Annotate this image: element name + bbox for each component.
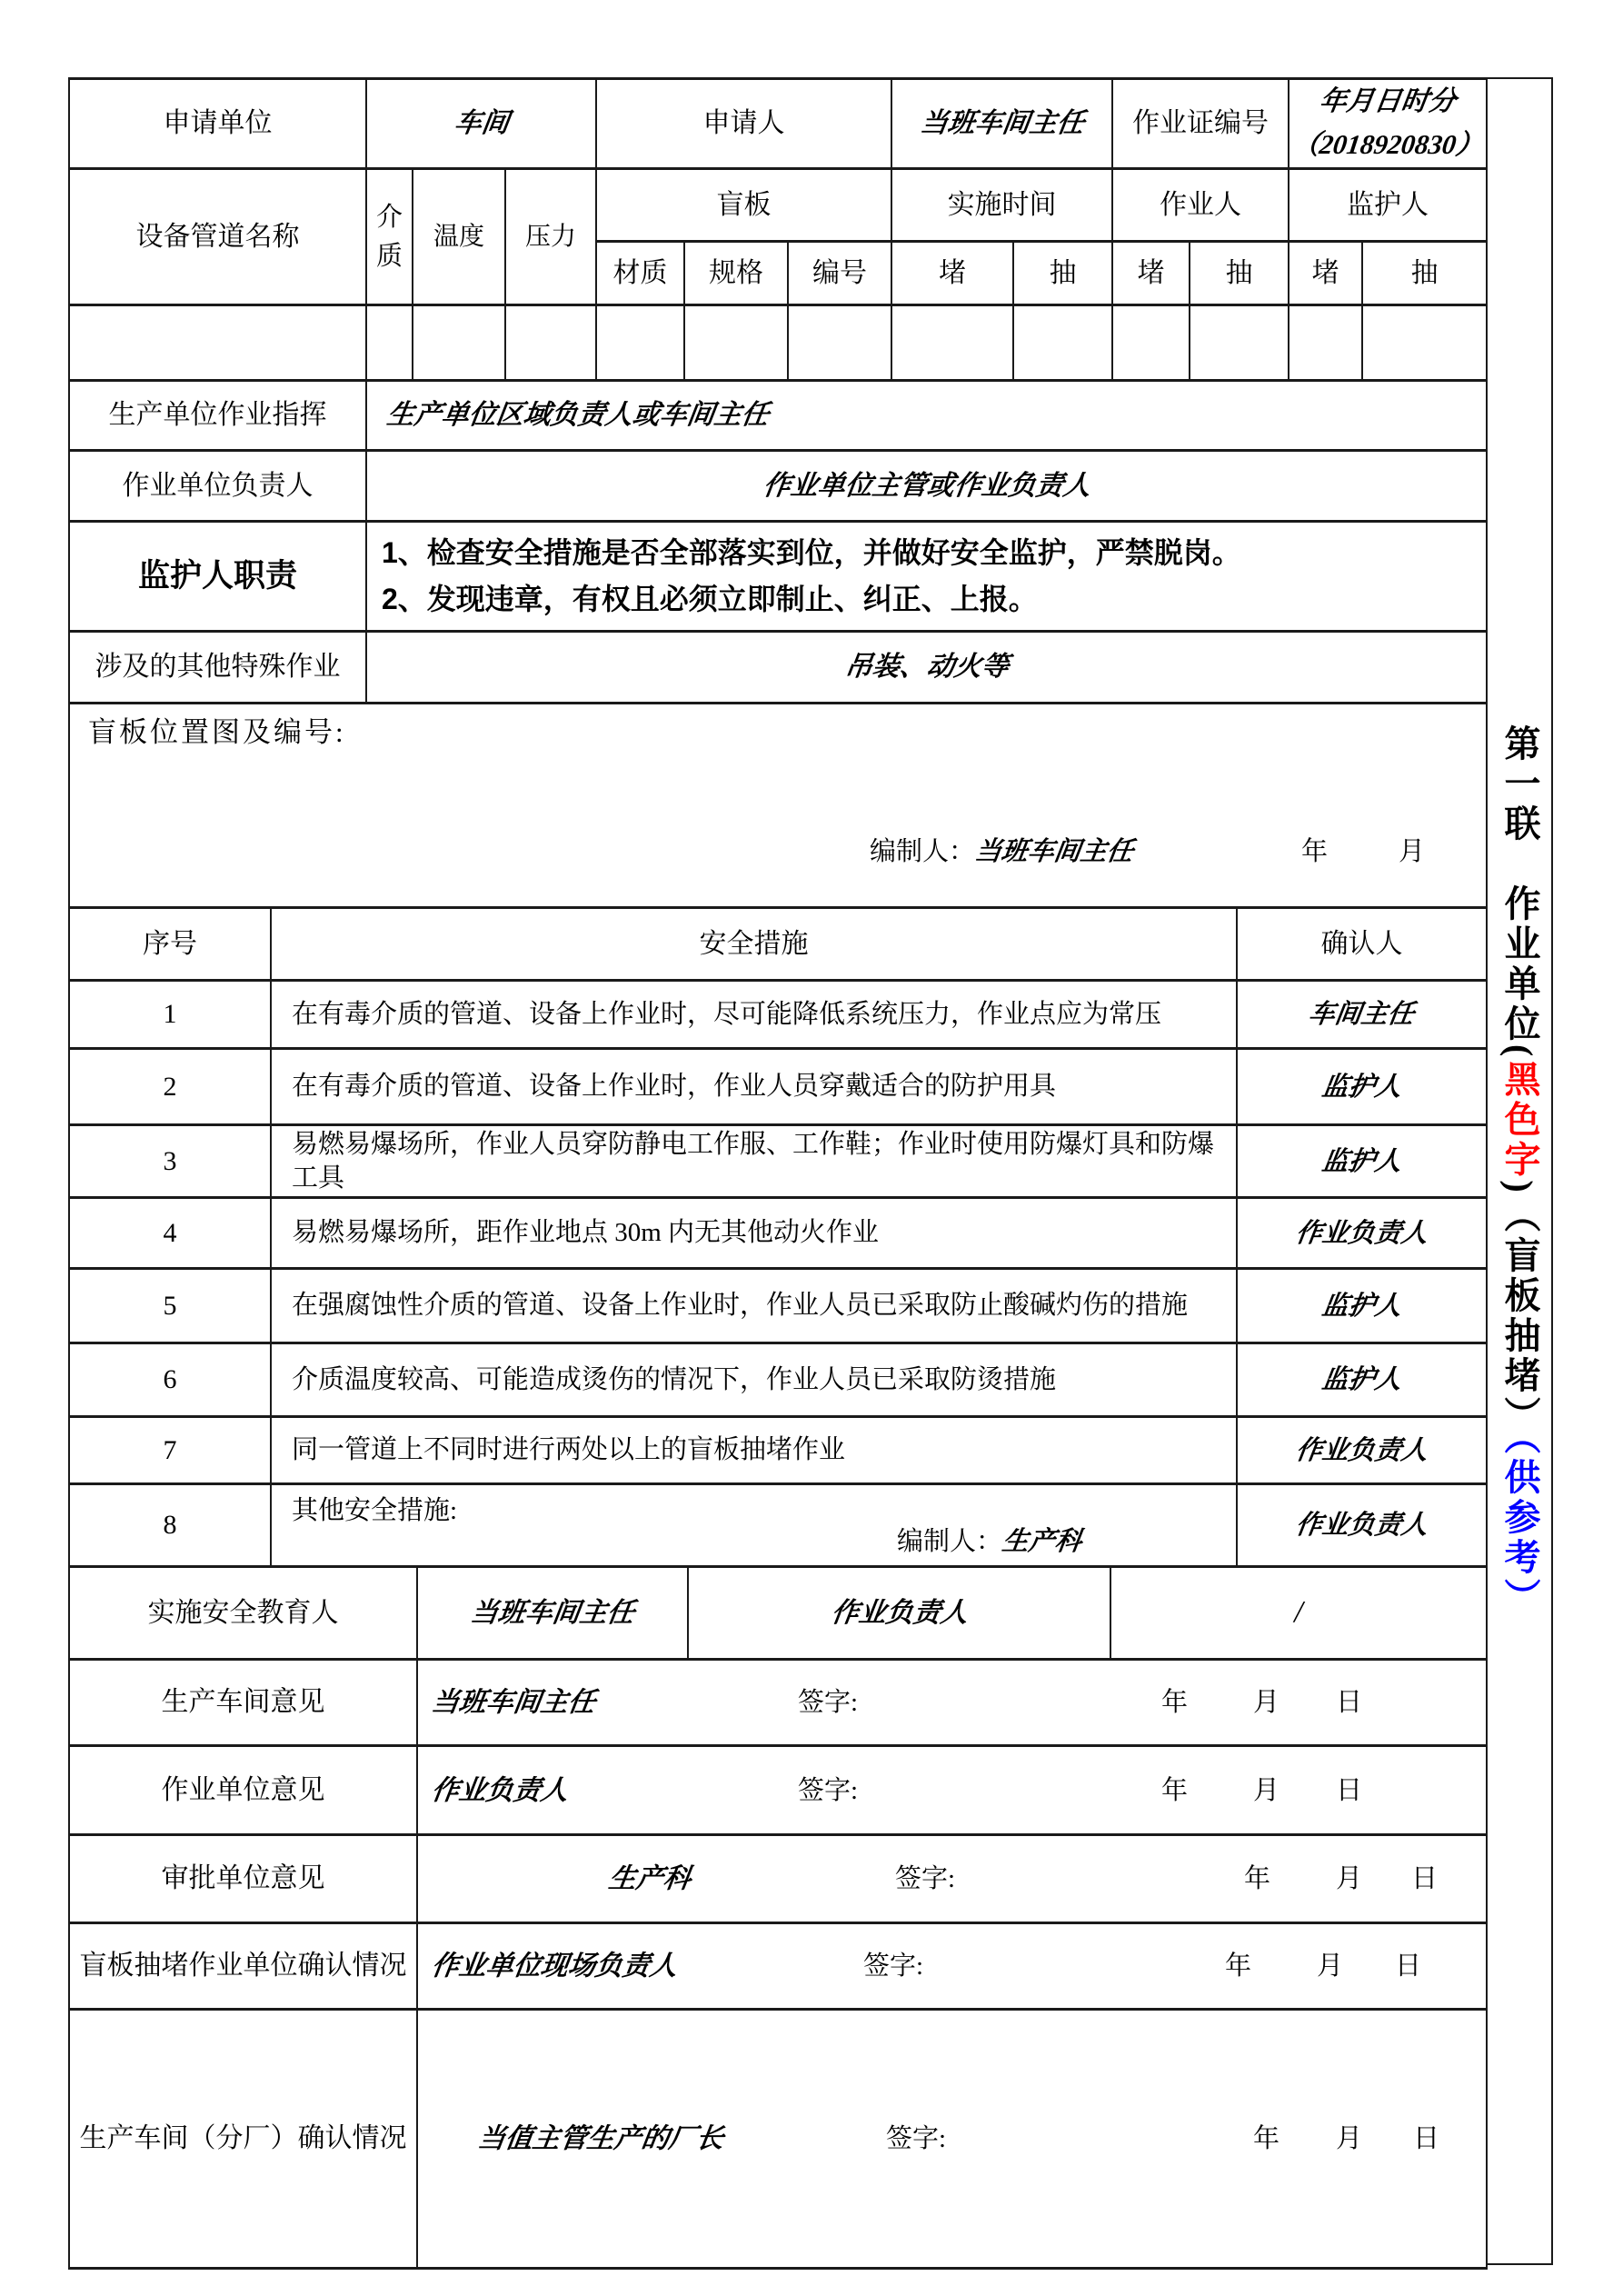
info-section-table bbox=[68, 379, 1488, 704]
measure-confirmer: 作业负责人 bbox=[1293, 1218, 1430, 1248]
time-plug-input-cell[interactable] bbox=[891, 305, 1013, 381]
signature-row-label-cell: 生产车间（分厂）确认情况 bbox=[69, 2010, 417, 2269]
work-unit-head-value: 作业单位主管或作业负责人 bbox=[761, 470, 1092, 501]
educator2-cell bbox=[688, 1567, 1110, 1660]
measure-confirmer: 监护人 bbox=[1319, 1365, 1404, 1395]
implement-time-label-cell: 实施时间 bbox=[891, 169, 1112, 242]
material-label-cell: 材质 bbox=[596, 242, 684, 305]
copy-annotation-strip bbox=[1486, 77, 1553, 2265]
signature-role: 当值主管生产的厂长 bbox=[475, 2123, 726, 2154]
apply-unit-value: 车间 bbox=[452, 108, 511, 139]
measure-confirmer: 车间主任 bbox=[1307, 1000, 1417, 1030]
measures-no-header-cell: 序号 bbox=[69, 908, 271, 981]
strip-segment-reference-note: （供参考） bbox=[1499, 1435, 1540, 1618]
permit-datetime: 年月日时分 bbox=[1317, 86, 1459, 116]
other-measures-cell[interactable] bbox=[271, 1484, 1237, 1567]
slash-mark: / bbox=[1294, 1595, 1303, 1630]
diagram-label: 盲板位置图及编号: bbox=[88, 716, 346, 748]
measure-no: 3 bbox=[69, 1125, 271, 1198]
day-label: 日 bbox=[1336, 1687, 1363, 1717]
special-work-value: 吊装、动火等 bbox=[842, 652, 1011, 683]
measures-prepared-by-value: 生产科 bbox=[1000, 1526, 1084, 1556]
diagram-prepared-by-value: 当班车间主任 bbox=[972, 836, 1136, 866]
guardian-extract-label-cell: 抽 bbox=[1362, 242, 1487, 305]
signature-row-value-cell[interactable] bbox=[417, 1660, 1487, 1746]
diagram-month-label: 月 bbox=[1399, 836, 1426, 866]
diagram-prepared-line bbox=[870, 835, 1487, 868]
signature-section-table bbox=[68, 1658, 1488, 2270]
education-label-cell: 实施安全教育人 bbox=[69, 1567, 417, 1660]
permit-number: （2018920830） bbox=[1289, 130, 1486, 160]
measure-text: 易燃易爆场所，距作业地点 30m 内无其他动火作业 bbox=[271, 1198, 1237, 1269]
day-label: 日 bbox=[1411, 1863, 1439, 1893]
measure-no: 4 bbox=[69, 1198, 271, 1269]
diagram-section-table bbox=[68, 702, 1488, 909]
measure-row-4 bbox=[69, 1198, 1487, 1269]
day-label: 日 bbox=[1395, 1951, 1422, 1981]
operator-extract-input-cell[interactable] bbox=[1190, 305, 1289, 381]
month-label: 月 bbox=[1253, 1775, 1280, 1805]
measure-no: 7 bbox=[69, 1417, 271, 1484]
measure-row-5 bbox=[69, 1269, 1487, 1343]
measure-row-2 bbox=[69, 1049, 1487, 1125]
signature-sign-label: 签字: bbox=[895, 1863, 956, 1893]
medium-input-cell[interactable] bbox=[366, 305, 413, 381]
material-input-cell[interactable] bbox=[596, 305, 684, 381]
measure-row-3 bbox=[69, 1125, 1487, 1198]
signature-row-label-cell: 审批单位意见 bbox=[69, 1835, 417, 1923]
signature-row-blindplate-confirm bbox=[69, 1923, 1487, 2010]
work-unit-head-value-cell bbox=[366, 451, 1487, 522]
measures-prepared-line bbox=[897, 1525, 1084, 1558]
signature-row-label-cell: 生产车间意见 bbox=[69, 1660, 417, 1746]
measure-confirmer: 作业负责人 bbox=[1293, 1511, 1430, 1541]
operator-plug-label-cell: 堵 bbox=[1112, 242, 1190, 305]
measure-text: 同一管道上不同时进行两处以上的盲板抽堵作业 bbox=[271, 1417, 1237, 1484]
measure-confirmer-cell bbox=[1237, 1417, 1487, 1484]
signature-row-value-cell[interactable] bbox=[417, 2010, 1487, 2269]
year-label: 年 bbox=[1161, 1775, 1189, 1805]
signature-row-label-cell: 作业单位意见 bbox=[69, 1746, 417, 1835]
month-label: 月 bbox=[1336, 1863, 1363, 1893]
month-label: 月 bbox=[1317, 1951, 1344, 1981]
production-commander-value-cell bbox=[366, 381, 1487, 451]
spec-input-cell[interactable] bbox=[684, 305, 788, 381]
measure-confirmer: 监护人 bbox=[1319, 1291, 1404, 1321]
production-commander-value: 生产单位区域负责人或车间主任 bbox=[384, 400, 772, 431]
guardian-duty-line2: 2、发现违章，有权且必须立即制止、纠正、上报。 bbox=[382, 583, 1038, 615]
guardian-extract-input-cell[interactable] bbox=[1362, 305, 1487, 381]
measure-text: 在有毒介质的管道、设备上作业时，作业人员穿戴适合的防护用具 bbox=[271, 1049, 1237, 1125]
measures-header-cell: 安全措施 bbox=[271, 908, 1237, 981]
guardian-duty-content-cell bbox=[366, 522, 1487, 632]
guardian-plug-input-cell[interactable] bbox=[1289, 305, 1362, 381]
measures-prepared-by-label: 编制人： bbox=[897, 1526, 1003, 1556]
diagram-year-label: 年 bbox=[1301, 836, 1329, 866]
educator1-cell bbox=[417, 1567, 688, 1660]
work-unit-head-label-cell: 作业单位负责人 bbox=[69, 451, 366, 522]
signature-role: 作业单位现场负责人 bbox=[429, 1951, 680, 1982]
signature-row-value-cell[interactable] bbox=[417, 1923, 1487, 2010]
signature-role: 当班车间主任 bbox=[429, 1687, 598, 1718]
medium-label: 介质 bbox=[375, 203, 403, 271]
guardian-label-cell: 监护人 bbox=[1289, 169, 1487, 242]
measures-confirmer-header-cell: 确认人 bbox=[1237, 908, 1487, 981]
month-label: 月 bbox=[1336, 2123, 1363, 2153]
pressure-label-cell: 压力 bbox=[505, 169, 596, 305]
measure-row-7 bbox=[69, 1417, 1487, 1484]
measure-row-8 bbox=[69, 1484, 1487, 1567]
permit-main-table bbox=[68, 77, 1486, 2270]
year-label: 年 bbox=[1244, 1863, 1271, 1893]
education-section-table bbox=[68, 1565, 1488, 1661]
special-work-label-cell: 涉及的其他特殊作业 bbox=[69, 632, 366, 704]
operator-plug-input-cell[interactable] bbox=[1112, 305, 1190, 381]
temperature-input-cell[interactable] bbox=[413, 305, 505, 381]
time-extract-label-cell: 抽 bbox=[1013, 242, 1112, 305]
measure-confirmer-cell bbox=[1237, 1125, 1487, 1198]
blind-plate-label-cell: 盲板 bbox=[596, 169, 891, 242]
guardian-duty-line1: 1、检查安全措施是否全部落实到位，并做好安全监护，严禁脱岗。 bbox=[382, 535, 1241, 569]
equipment-pipe-label-cell: 设备管道名称 bbox=[69, 169, 366, 305]
measure-row-6 bbox=[69, 1343, 1487, 1417]
measures-section-table bbox=[68, 906, 1488, 1568]
diagram-prepared-by-label: 编制人： bbox=[870, 836, 976, 866]
signature-row-value-cell[interactable] bbox=[417, 1835, 1487, 1923]
day-label: 日 bbox=[1413, 2123, 1440, 2153]
measure-confirmer-cell bbox=[1237, 1343, 1487, 1417]
strip-segment-black-text-note: 黑色字 bbox=[1499, 1060, 1540, 1181]
measure-no: 2 bbox=[69, 1049, 271, 1125]
signature-sign-label: 签字: bbox=[798, 1775, 859, 1805]
copy-annotation-text bbox=[1501, 724, 1538, 1618]
signature-sign-label: 签字: bbox=[798, 1687, 859, 1717]
signature-row-label-cell: 盲板抽堵作业单位确认情况 bbox=[69, 1923, 417, 2010]
measure-confirmer-cell bbox=[1237, 1049, 1487, 1125]
measure-confirmer-cell bbox=[1237, 981, 1487, 1049]
apply-unit-value-cell bbox=[366, 79, 596, 169]
pressure-input-cell[interactable] bbox=[505, 305, 596, 381]
temperature-label-cell: 温度 bbox=[413, 169, 505, 305]
education-slash-cell bbox=[1110, 1567, 1487, 1660]
operator-label-cell: 作业人 bbox=[1112, 169, 1289, 242]
year-label: 年 bbox=[1161, 1687, 1189, 1717]
measure-confirmer-cell bbox=[1237, 1198, 1487, 1269]
number-label-cell: 编号 bbox=[788, 242, 891, 305]
time-extract-input-cell[interactable] bbox=[1013, 305, 1112, 381]
permit-no-value-cell bbox=[1289, 79, 1487, 169]
educator2-value: 作业负责人 bbox=[829, 1597, 970, 1628]
medium-label-cell bbox=[366, 169, 413, 305]
signature-row-value-cell[interactable] bbox=[417, 1746, 1487, 1835]
apply-unit-label-cell: 申请单位 bbox=[69, 79, 366, 169]
measure-confirmer: 监护人 bbox=[1319, 1072, 1404, 1102]
measure-confirmer: 作业负责人 bbox=[1293, 1435, 1430, 1465]
spec-label-cell: 规格 bbox=[684, 242, 788, 305]
diagram-cell[interactable] bbox=[69, 704, 1487, 908]
signature-role: 作业负责人 bbox=[429, 1774, 571, 1805]
measure-text: 在强腐蚀性介质的管道、设备上作业时，作业人员已采取防止酸碱灼伤的措施 bbox=[271, 1269, 1237, 1343]
signature-row-workunit-opinion bbox=[69, 1746, 1487, 1835]
permit-no-label-cell: 作业证编号 bbox=[1112, 79, 1289, 169]
number-input-cell[interactable] bbox=[788, 305, 891, 381]
signature-role: 生产科 bbox=[606, 1863, 693, 1894]
measure-text: 介质温度较高、可能造成烫伤的情况下，作业人员已采取防烫措施 bbox=[271, 1343, 1237, 1417]
signature-sign-label: 签字: bbox=[863, 1951, 924, 1981]
special-work-value-cell bbox=[366, 632, 1487, 704]
header-section-table bbox=[68, 77, 1488, 382]
day-label: 日 bbox=[1336, 1775, 1363, 1805]
applicant-value: 当班车间主任 bbox=[918, 108, 1086, 139]
measure-no: 8 bbox=[69, 1484, 271, 1567]
year-label: 年 bbox=[1225, 1951, 1252, 1981]
measure-confirmer: 监护人 bbox=[1319, 1146, 1404, 1176]
applicant-label-cell: 申请人 bbox=[596, 79, 891, 169]
measure-no: 1 bbox=[69, 981, 271, 1049]
equipment-name-input-cell[interactable] bbox=[69, 305, 366, 381]
measure-confirmer-cell bbox=[1237, 1484, 1487, 1567]
measure-no: 6 bbox=[69, 1343, 271, 1417]
measure-no: 5 bbox=[69, 1269, 271, 1343]
applicant-value-cell bbox=[891, 79, 1112, 169]
signature-sign-label: 签字: bbox=[886, 2123, 947, 2153]
year-label: 年 bbox=[1253, 2123, 1280, 2153]
strip-segment-blindplate: )（盲板抽堵） bbox=[1499, 1180, 1540, 1436]
signature-row-approval-opinion bbox=[69, 1835, 1487, 1923]
guardian-duty-label-cell: 监护人职责 bbox=[69, 522, 366, 632]
guardian-plug-label-cell: 堵 bbox=[1289, 242, 1362, 305]
signature-row-workshop-opinion bbox=[69, 1660, 1487, 1746]
production-commander-label-cell: 生产单位作业指挥 bbox=[69, 381, 366, 451]
month-label: 月 bbox=[1253, 1687, 1280, 1717]
other-measures-label: 其他安全措施: bbox=[292, 1496, 458, 1525]
educator1-value: 当班车间主任 bbox=[468, 1597, 637, 1628]
strip-segment-copy1: 第一联 作业单位( bbox=[1499, 724, 1540, 1061]
measure-row-1 bbox=[69, 981, 1487, 1049]
operator-extract-label-cell: 抽 bbox=[1190, 242, 1289, 305]
measure-text: 易燃易爆场所，作业人员穿防静电工作服、工作鞋；作业时使用防爆灯具和防爆工具 bbox=[271, 1125, 1237, 1198]
signature-row-workshop-confirm bbox=[69, 2010, 1487, 2269]
time-plug-label-cell: 堵 bbox=[891, 242, 1013, 305]
measure-text: 在有毒介质的管道、设备上作业时，尽可能降低系统压力，作业点应为常压 bbox=[271, 981, 1237, 1049]
measure-confirmer-cell bbox=[1237, 1269, 1487, 1343]
